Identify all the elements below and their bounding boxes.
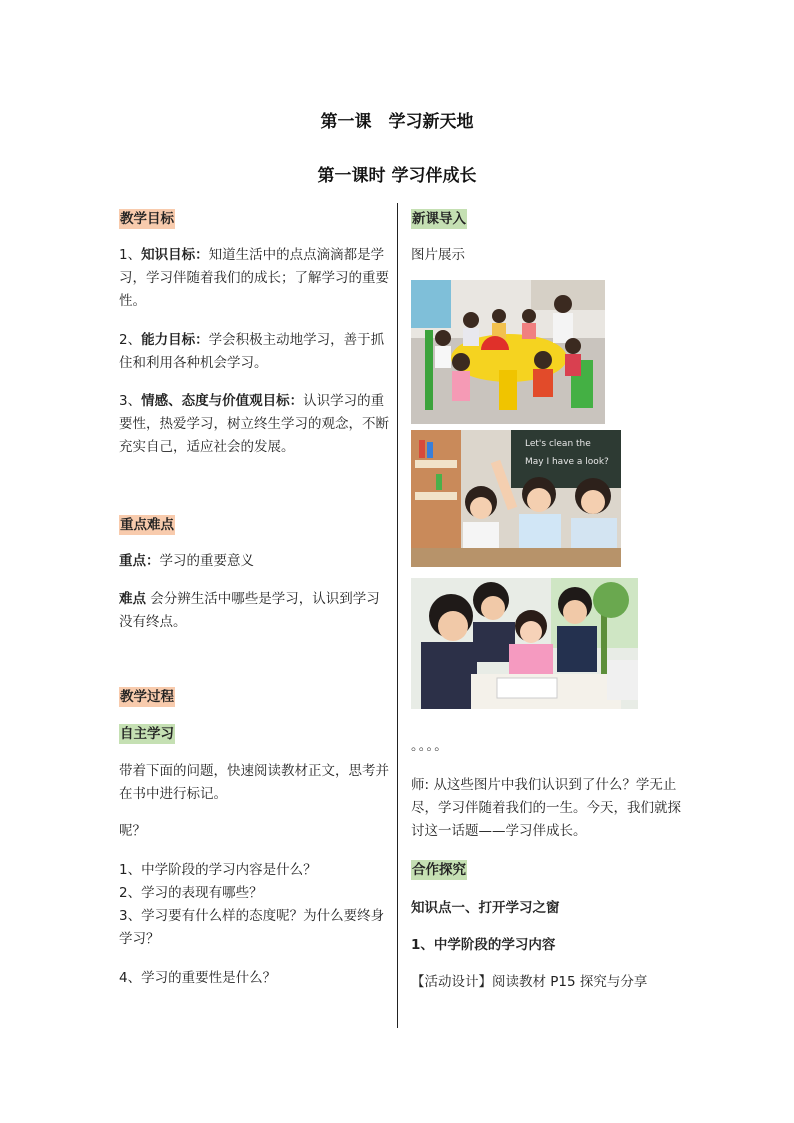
goal3-number: 3、 [119,393,142,409]
intro-heading: 新课导入 [412,211,466,227]
key-label: 重点： [119,553,160,569]
goals-heading: 教学目标 [120,211,174,227]
goal-knowledge [119,244,389,313]
svg-text:May I have a look?: May I have a look? [525,457,609,467]
kindergarten-photo [411,280,605,424]
goal1-number: 1、 [119,247,142,263]
question-1: 1、中学阶段的学习内容是什么？ [119,862,317,878]
classroom-raised-hands-photo [411,430,621,567]
knowledge-point-1: 知识点一、打开学习之窗 [411,900,560,916]
key-point [119,550,389,573]
difficult-point [119,588,389,634]
column-divider [397,203,398,1028]
question-2: 2、学习的表现有哪些？ [119,885,263,901]
question-4: 4、学习的重要性是什么？ [119,970,277,986]
lesson-title: 第一课 学习新天地 [320,112,474,132]
ne-text: 呢？ [119,823,146,839]
question-3: 3、学习要有什么样的态度呢？为什么要终身学习？ [119,908,385,947]
goal2-number: 2、 [119,332,142,348]
session-title: 第一课时 学习伴成长 [317,166,477,186]
instruction-text: 带着下面的问题，快速阅读教材正文，思考并在书中进行标记。 [119,763,389,802]
keypoints-heading: 重点难点 [120,517,174,533]
picture-show-label: 图片展示 [411,247,465,263]
process-heading: 教学过程 [120,689,174,705]
self-study-heading: 自主学习 [120,726,174,742]
goal1-label: 知识目标： [141,247,209,263]
goal-ability [119,329,389,375]
difficult-text: 会分辨生活中哪些是学习，认识到学习没有终点。 [119,591,380,630]
goal3-label: 情感、态度与价值观目标： [141,393,304,409]
ellipsis-dots: 。。。。 [411,738,449,754]
goal1-text: 知道生活中的点点滴滴都是学习，学习伴随着我们的成长；了解学习的重要性。 [119,247,389,309]
students-group-study-photo [411,578,638,709]
knowledge-point-1-sub: 1、中学阶段的学习内容 [411,937,556,953]
goal2-text: 学会积极主动地学习，善于抓住和利用各种机会学习。 [119,332,385,371]
teacher-intro-text: 师: 从这些图片中我们认识到了什么？学无止尽，学习伴随着我们的一生。今天，我们就探讨这一话题——学习伴成长。 [411,777,681,839]
difficult-label: 难点 [119,591,146,607]
coop-heading: 合作探究 [412,862,466,878]
goal-emotion [119,390,389,459]
svg-text:Let's clean the: Let's clean the [525,439,591,449]
activity-design: 【活动设计】阅读教材 P15 探究与分享 [411,974,648,990]
goal3-text: 认识学习的重要性，热爱学习，树立终生学习的观念，不断充实自己，适应社会的发展。 [119,393,389,455]
goal2-label: 能力目标： [141,332,209,348]
key-text: 学习的重要意义 [159,553,254,569]
